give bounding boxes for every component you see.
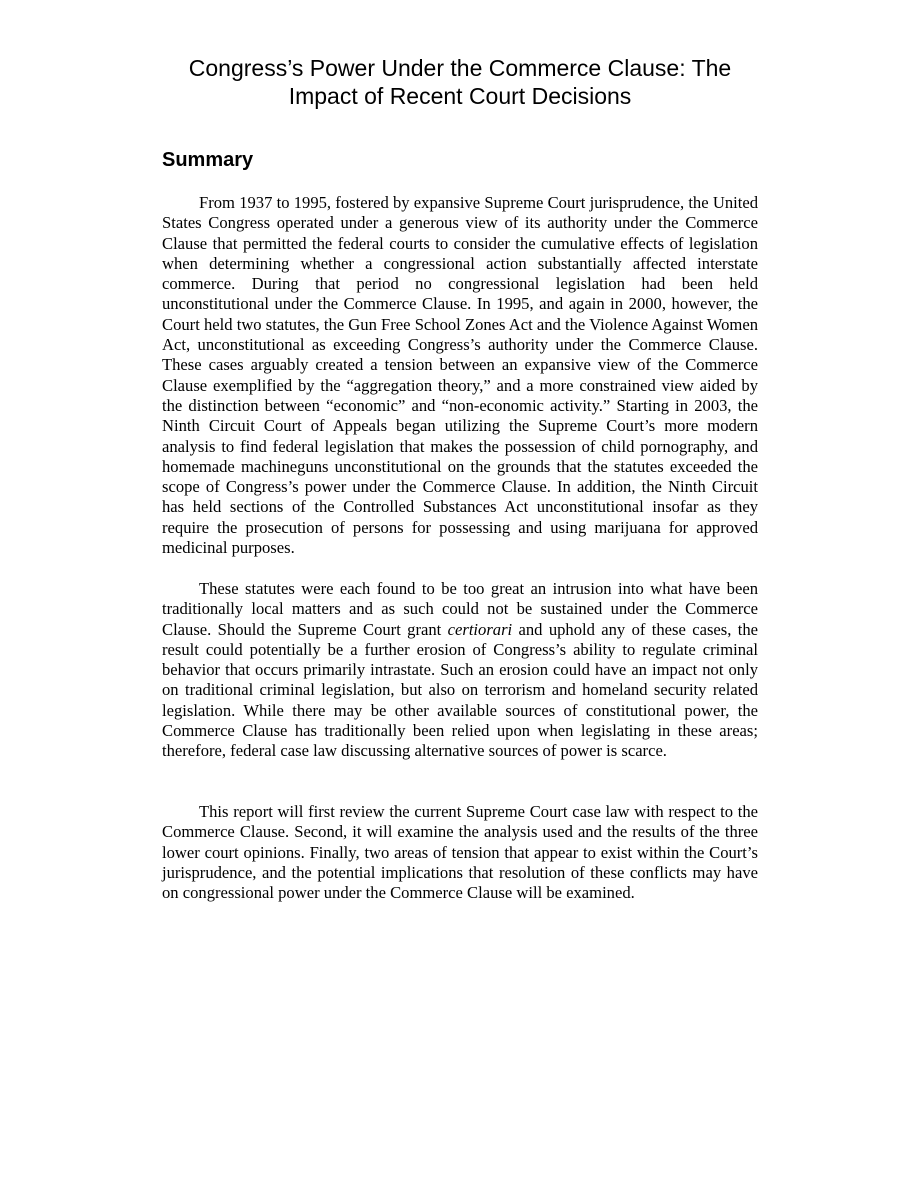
summary-paragraph-1: From 1937 to 1995, fostered by expansive Supreme Court jurisprudence, the United States Congress operated under a generous view of its authority under the Commerce Clause that permitted the federal courts to consider the cumulative effects of legislation when determining whether a congressional action substantially affected interstate commerce. During that period no congressional legislation had been held unconstitutional under the Commerce Clause. In 1995, and again in 2000, however, the Court held two statutes, the Gun Free School Zones Act and the Violence Against Women Act, unconstitutional as exceeding Congress’s authority under the Commerce Clause. These cases arguably created a tension between an expansive view of the Commerce Clause exemplified by the “aggregation theory,” and a more constrained view aided by the distinction between “economic” and “non-economic activity.” Starting in 2003, the Ninth Circuit Court of Appeals began utilizing the Supreme Court’s more modern analysis to find federal legislation that makes the possession of child pornography, and homemade machineguns unconstitutional on the grounds that the statutes exceeded the scope of Congress’s power under the Commerce Clause. In addition, the Ninth Circuit has held sections of the Controlled Substances Act unconstitutional insofar as they require the prosecution of persons for possessing and using marijuana for approved medicinal purposes. [162, 193, 758, 558]
certiorari-term: certiorari [447, 619, 513, 639]
document-title [150, 54, 770, 110]
paragraph-2-text-start: These statutes were each found to be too great an intrusion into what have been traditionally local matters and as such could not be sustained under the Commerce Clause. Should the Supreme Court grant [162, 579, 758, 639]
section-heading-summary: Summary [162, 149, 254, 171]
document-title-line-2: Impact of Recent Court Decisions [288, 83, 632, 109]
paragraph-2-text-end: and uphold any of these cases, the result could potentially be a further erosion of Congress’s ability to regulate criminal behavior that occurs primarily intrastate. Such an erosion could have an impact not only on traditional criminal legislation, but also on terrorism and homeland security related legislation. While there may be other available sources of constitutional power, the Commerce Clause has traditionally been relied upon when legislating in these areas; therefore, federal case law discussing alternative sources of power is scarce. [162, 619, 758, 761]
summary-paragraph-2 [162, 579, 758, 762]
document-title-line-1: Congress’s Power Under the Commerce Clause: The [188, 55, 732, 81]
summary-paragraph-3: This report will first review the current Supreme Court case law with respect to the Commerce Clause. Second, it will examine the analysis used and the results of the three lower court opinions. Finally, two areas of tension that appear to exist within the Court’s jurisprudence, and the potential implications that resolution of these conflicts may have on congressional power under the Commerce Clause will be examined. [162, 802, 758, 903]
